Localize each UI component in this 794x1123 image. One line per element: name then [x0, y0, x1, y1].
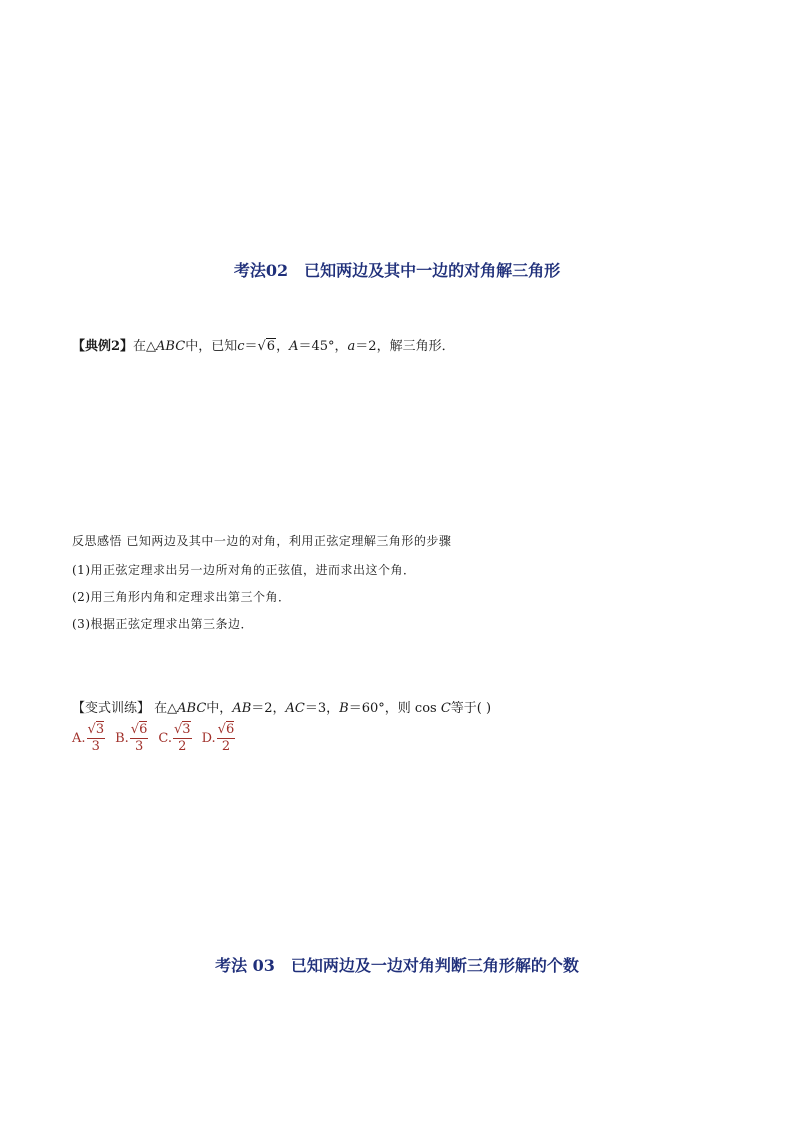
text: ＝2，解三角形．	[355, 339, 455, 354]
text: 中，已知	[185, 339, 238, 354]
side-AC: AC	[285, 701, 305, 716]
triangle-name: ABC	[177, 701, 207, 716]
sqrt-sign: √	[257, 339, 266, 354]
text: ＝60°，则 cos	[348, 701, 441, 716]
heading-title: 已知两边及一边对角判断三角形解的个数	[290, 956, 579, 975]
heading-code: 考法 03	[215, 956, 275, 975]
option-label: C.	[158, 730, 172, 746]
option-c[interactable]	[158, 722, 191, 754]
angle-B: B	[339, 701, 349, 716]
section-heading-02	[0, 258, 794, 281]
reflection-intro: 反思感悟 已知两边及其中一边的对角，利用正弦定理解三角形的步骤	[72, 534, 452, 548]
reflection-step-1: (1)用正弦定理求出另一边所对角的正弦值，进而求出这个角．	[72, 563, 416, 577]
example-problem	[72, 335, 455, 354]
text: ＝	[244, 339, 258, 354]
option-label: B.	[115, 730, 129, 746]
fraction	[173, 722, 192, 754]
fraction	[87, 722, 106, 754]
sqrt-sign: √	[174, 722, 183, 737]
var-c: c	[237, 339, 245, 354]
radicand: 6	[266, 339, 276, 354]
answer-options	[72, 722, 245, 754]
radicand: 6	[225, 722, 235, 737]
reflection-step-2: (2)用三角形内角和定理求出第三个角．	[72, 590, 291, 604]
option-d[interactable]	[202, 722, 236, 754]
var-a: a	[347, 339, 356, 354]
option-b[interactable]	[115, 722, 148, 754]
denominator: 3	[91, 739, 100, 754]
denominator: 2	[221, 739, 231, 754]
text: 等于( )	[450, 701, 492, 716]
fraction	[217, 722, 236, 754]
text: 在△	[150, 701, 178, 716]
numerator	[173, 722, 192, 739]
sqrt-expression	[258, 339, 277, 354]
var-A: A	[289, 339, 299, 354]
denominator: 3	[134, 739, 144, 754]
angle-C: C	[440, 701, 451, 716]
variant-tag: 【变式训练】	[72, 701, 151, 716]
example-tag: 【典例2】	[72, 339, 134, 354]
radicand: 6	[139, 722, 148, 737]
text: 中，	[206, 701, 233, 716]
text: ＝2，	[251, 701, 286, 716]
option-label: D.	[201, 730, 216, 746]
heading-code: 考法02	[233, 261, 289, 280]
text: ，	[276, 339, 290, 354]
denominator: 2	[178, 739, 187, 754]
sqrt-sign: √	[87, 722, 96, 737]
sqrt-sign: √	[130, 722, 140, 737]
option-label: A.	[72, 730, 86, 746]
variant-exercise	[72, 697, 491, 716]
numerator	[130, 722, 149, 739]
heading-title: 已知两边及其中一边的对角解三角形	[304, 261, 561, 280]
option-a[interactable]	[72, 722, 105, 754]
numerator	[217, 722, 236, 739]
triangle-name: ABC	[156, 339, 186, 354]
text: ＝3，	[304, 701, 340, 716]
section-heading-03	[0, 953, 794, 976]
numerator	[87, 722, 106, 739]
reflection-step-3: (3)根据正弦定理求出第三条边．	[72, 617, 253, 631]
fraction	[130, 722, 149, 754]
text: 在△	[133, 339, 157, 354]
radicand: 3	[182, 722, 191, 737]
side-AB: AB	[232, 701, 252, 716]
radicand: 3	[95, 722, 105, 737]
text: ＝45°，	[298, 339, 348, 354]
sqrt-sign: √	[217, 722, 226, 737]
